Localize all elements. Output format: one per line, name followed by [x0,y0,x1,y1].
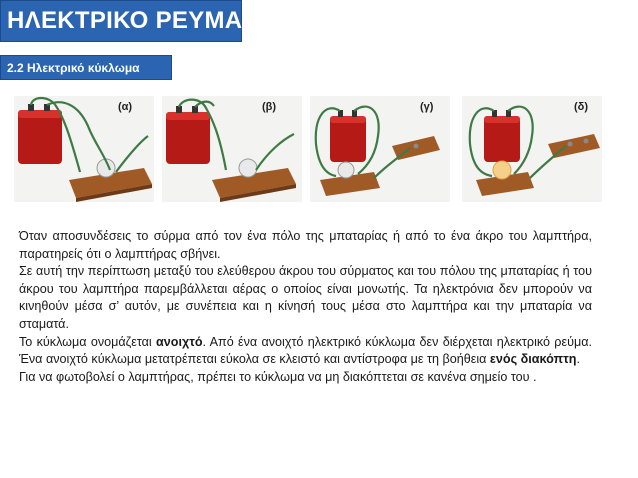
photo-label-a: (α) [118,101,133,113]
paragraph-3-text-b: . Από ένα ανοιχτό ηλεκτρικό κύκλωμα δεν διέρχεται ηλεκτρικό ρεύμα. Ένα ανοιχτό κύκλωμα μετατρέπεται εύκολα σε κλειστό και αντίστροφα με τη βοήθεια [19,334,593,367]
paragraph-2: Σε αυτή την περίπτωση μεταξύ του ελεύθερου άκρου του σύρματος και του πόλου της μπαταρίας ή του άκρου του λαμπτήρα παρεμβάλλεται αέρας ο οποίος είναι μονωτής. Τα ηλεκτρόνια δεν μπορούν να κινηθούν μέσα σ’ αυτόν, με συνέπεια και η κίνησή τους μέσα στο λαμπτήρα και την μπαταρία να σταματά. [19,264,592,331]
paragraph-4: Για να φωτοβολεί ο λαμπτήρας, πρέπει το κύκλωμα να μη διακόπτεται σε κανένα σημείο του . [19,369,537,384]
title-banner [0,0,242,42]
term-switch: ενός διακόπτη [489,352,577,367]
circuit-a-illustration [14,96,154,202]
paragraph-3 [19,334,592,369]
subtitle-banner [0,55,172,80]
photo-circuit-d [462,96,602,202]
term-open-circuit: ανοιχτό [156,334,203,349]
photo-circuit-b [162,96,302,202]
photo-label-d: (δ) [574,101,588,113]
photo-label-b: (β) [262,101,277,113]
section-subtitle: 2.2 Ηλεκτρικό κύκλωμα [7,61,140,75]
paragraph-3-text-c: . [576,352,580,367]
circuit-b-illustration [162,96,302,202]
photo-label-c: (γ) [420,101,434,113]
photo-circuit-c [310,96,450,202]
paragraph-3-text-a: Το κύκλωμα ονομάζεται [19,334,157,349]
page-title: ΗΛΕΚΤΡΙΚΟ ΡΕΥΜΑ [7,7,243,34]
paragraph-1: Όταν αποσυνδέσεις το σύρμα από τον ένα πόλο της μπαταρίας ή από το ένα άκρο του λαμπτήρα, παρατηρείς ότι ο λαμπτήρας σβήνει. [19,229,592,261]
body-text [19,228,592,386]
circuit-photos [14,96,606,202]
photo-circuit-a [14,96,154,202]
